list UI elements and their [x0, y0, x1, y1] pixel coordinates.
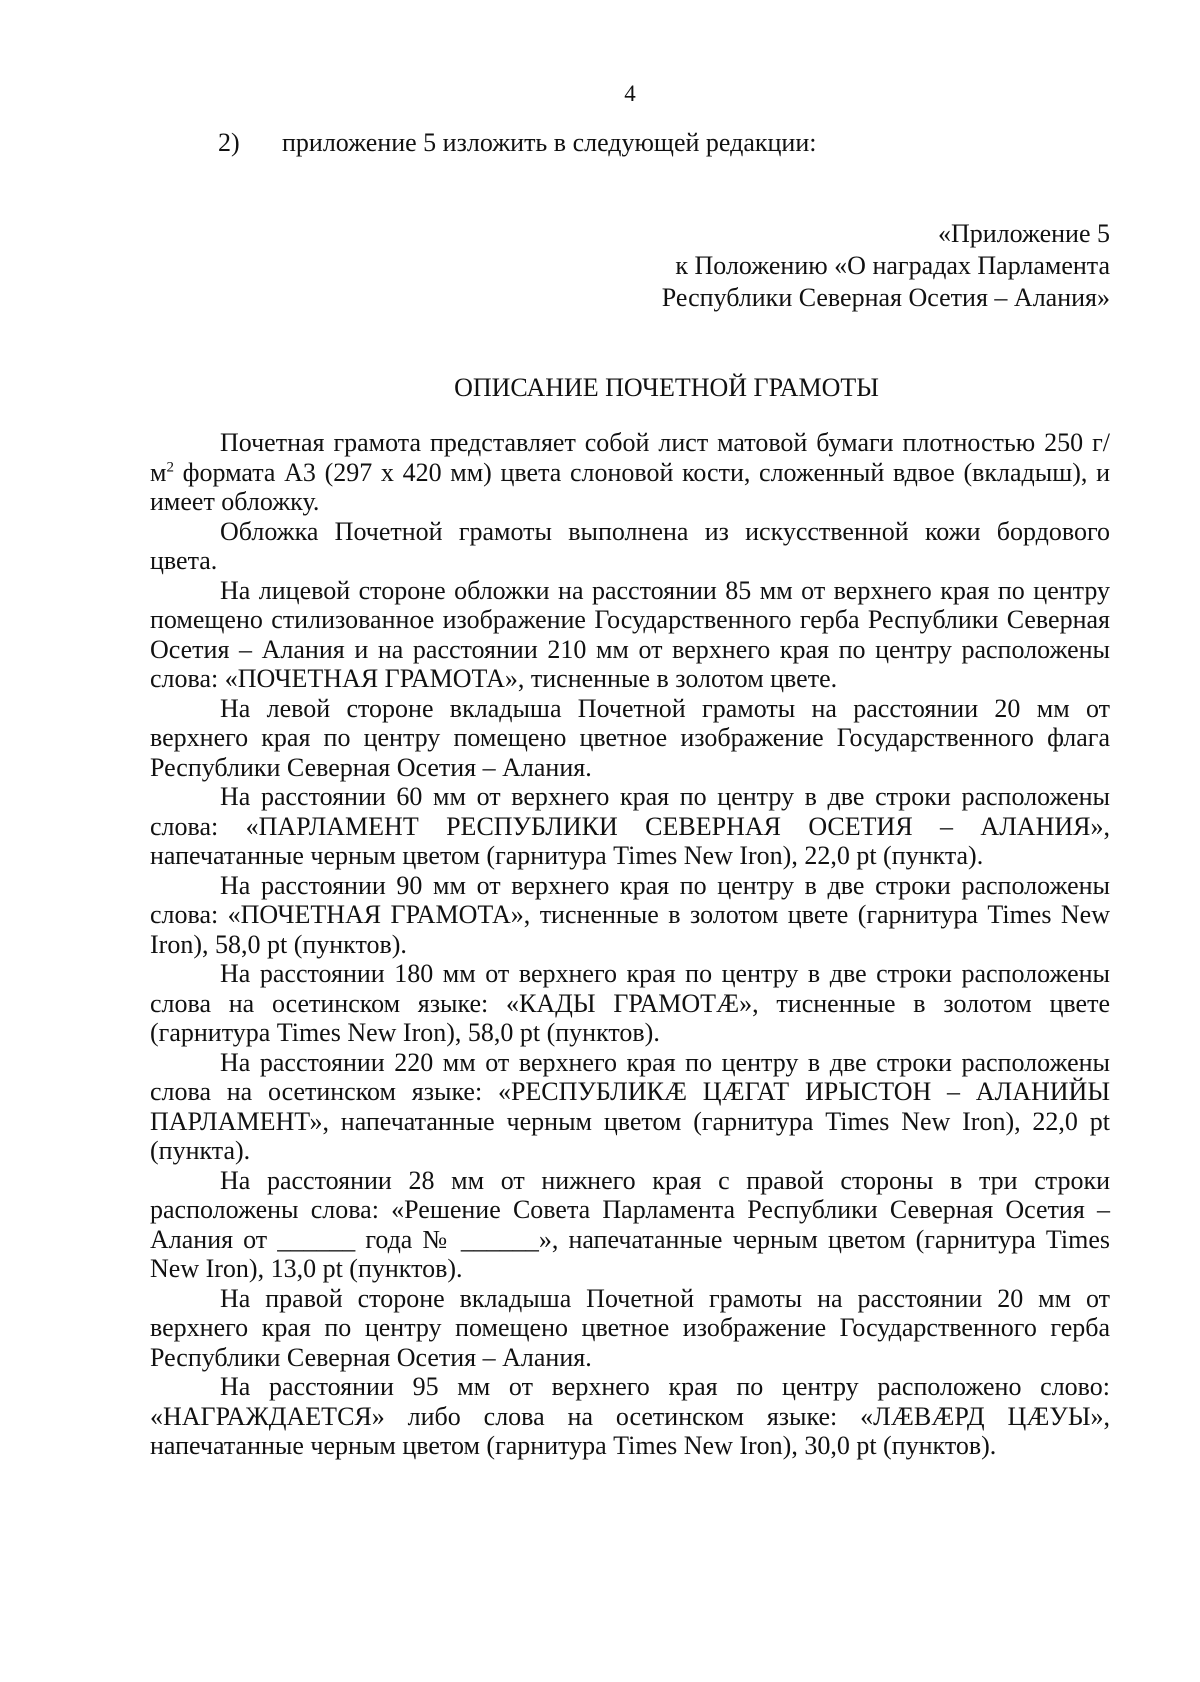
paragraph-8: На расстоянии 220 мм от верхнего края по центру в две строки расположены слова на осетинском языке: «РЕСПУБЛИКӔ ЦӔГАТ ИРЫСТОН – АЛАНИЙЫ ПАРЛАМЕНТ», напечатанные черным цветом (гарнитура Times New Iron), 22,0 pt (пункта).: [150, 1047, 1110, 1165]
appendix-header: [662, 218, 1110, 314]
paragraph-1-part-a: Почетная грамота представляет собой лист матовой бумаги плотностью 250 г/м: [150, 428, 1110, 487]
paragraph-9: На расстоянии 28 мм от нижнего края с правой стороны в три строки расположены слова: «Решение Совета Парламента Республики Северная Осетия – Алания от ______ года № ______», напечатанные черным цветом (гарнитура Times New Iron), 13,0 pt (пунктов).: [150, 1165, 1110, 1283]
page-number: 4: [624, 81, 636, 106]
paragraph-6: На расстоянии 90 мм от верхнего края по центру в две строки расположены слова: «ПОЧЕТНАЯ ГРАМОТА», тисненные в золотом цвете (гарнитура Times New Iron), 58,0 pt (пунктов).: [150, 870, 1110, 959]
appendix-line-3: Республики Северная Осетия – Алания»: [661, 283, 1110, 312]
document-body: [150, 428, 1110, 1461]
appendix-line-1: «Приложение 5: [937, 219, 1110, 248]
paragraph-7: На расстоянии 180 мм от верхнего края по центру в две строки расположены слова на осетинском языке: «КАДЫ ГРАМОТӔ», тисненные в золотом цвете (гарнитура Times New Iron), 58,0 pt (пунктов).: [150, 959, 1110, 1047]
paragraph-10: На правой стороне вкладыша Почетной грамоты на расстоянии 20 мм от верхнего края по центру помещено цветное изображение Государственного герба Республики Северная Осетия – Алания.: [150, 1283, 1110, 1372]
paragraph-1: [150, 428, 1110, 517]
document-title: ОПИСАНИЕ ПОЧЕТНОЙ ГРАМОТЫ: [454, 373, 879, 402]
paragraph-4: На левой стороне вкладыша Почетной грамоты на расстоянии 20 мм от верхнего края по центру помещено цветное изображение Государственного флага Республики Северная Осетия – Алания.: [150, 693, 1110, 782]
paragraph-5: На расстоянии 60 мм от верхнего края по центру в две строки расположены слова: «ПАРЛАМЕНТ РЕСПУБЛИКИ СЕВЕРНАЯ ОСЕТИЯ – АЛАНИЯ», напечатанные черным цветом (гарнитура Times New Iron), 22,0 pt (пункта).: [150, 782, 1110, 870]
paragraph-2: Обложка Почетной грамоты выполнена из искусственной кожи бордового цвета.: [150, 516, 1110, 575]
superscript-2: 2: [166, 458, 174, 475]
paragraph-3: На лицевой стороне обложки на расстоянии 85 мм от верхнего края по центру помещено стилизованное изображение Государственного герба Республики Северная Осетия – Алания и на расстоянии 210 мм от верхнего края по центру расположены слова: «ПОЧЕТНАЯ ГРАМОТА», тисненные в золотом цвете.: [150, 575, 1110, 693]
item-text: приложение 5 изложить в следующей редакции:: [282, 128, 817, 157]
appendix-line-2: к Положению «О наградах Парламента: [675, 251, 1110, 280]
paragraph-11: На расстоянии 95 мм от верхнего края по центру расположено слово: «НАГРАЖДАЕТСЯ» либо слова на осетинском языке: «ЛӔВӔРД ЦӔУЫ», напечатанные черным цветом (гарнитура Times New Iron), 30,0 pt (пунктов).: [150, 1372, 1110, 1460]
paragraph-1-part-b: формата А3 (297 х 420 мм) цвета слоновой кости, сложенный вдвое (вкладыш), и имеет обложку.: [150, 457, 1110, 516]
item-number: 2): [218, 128, 240, 157]
amendment-item: [218, 126, 816, 160]
